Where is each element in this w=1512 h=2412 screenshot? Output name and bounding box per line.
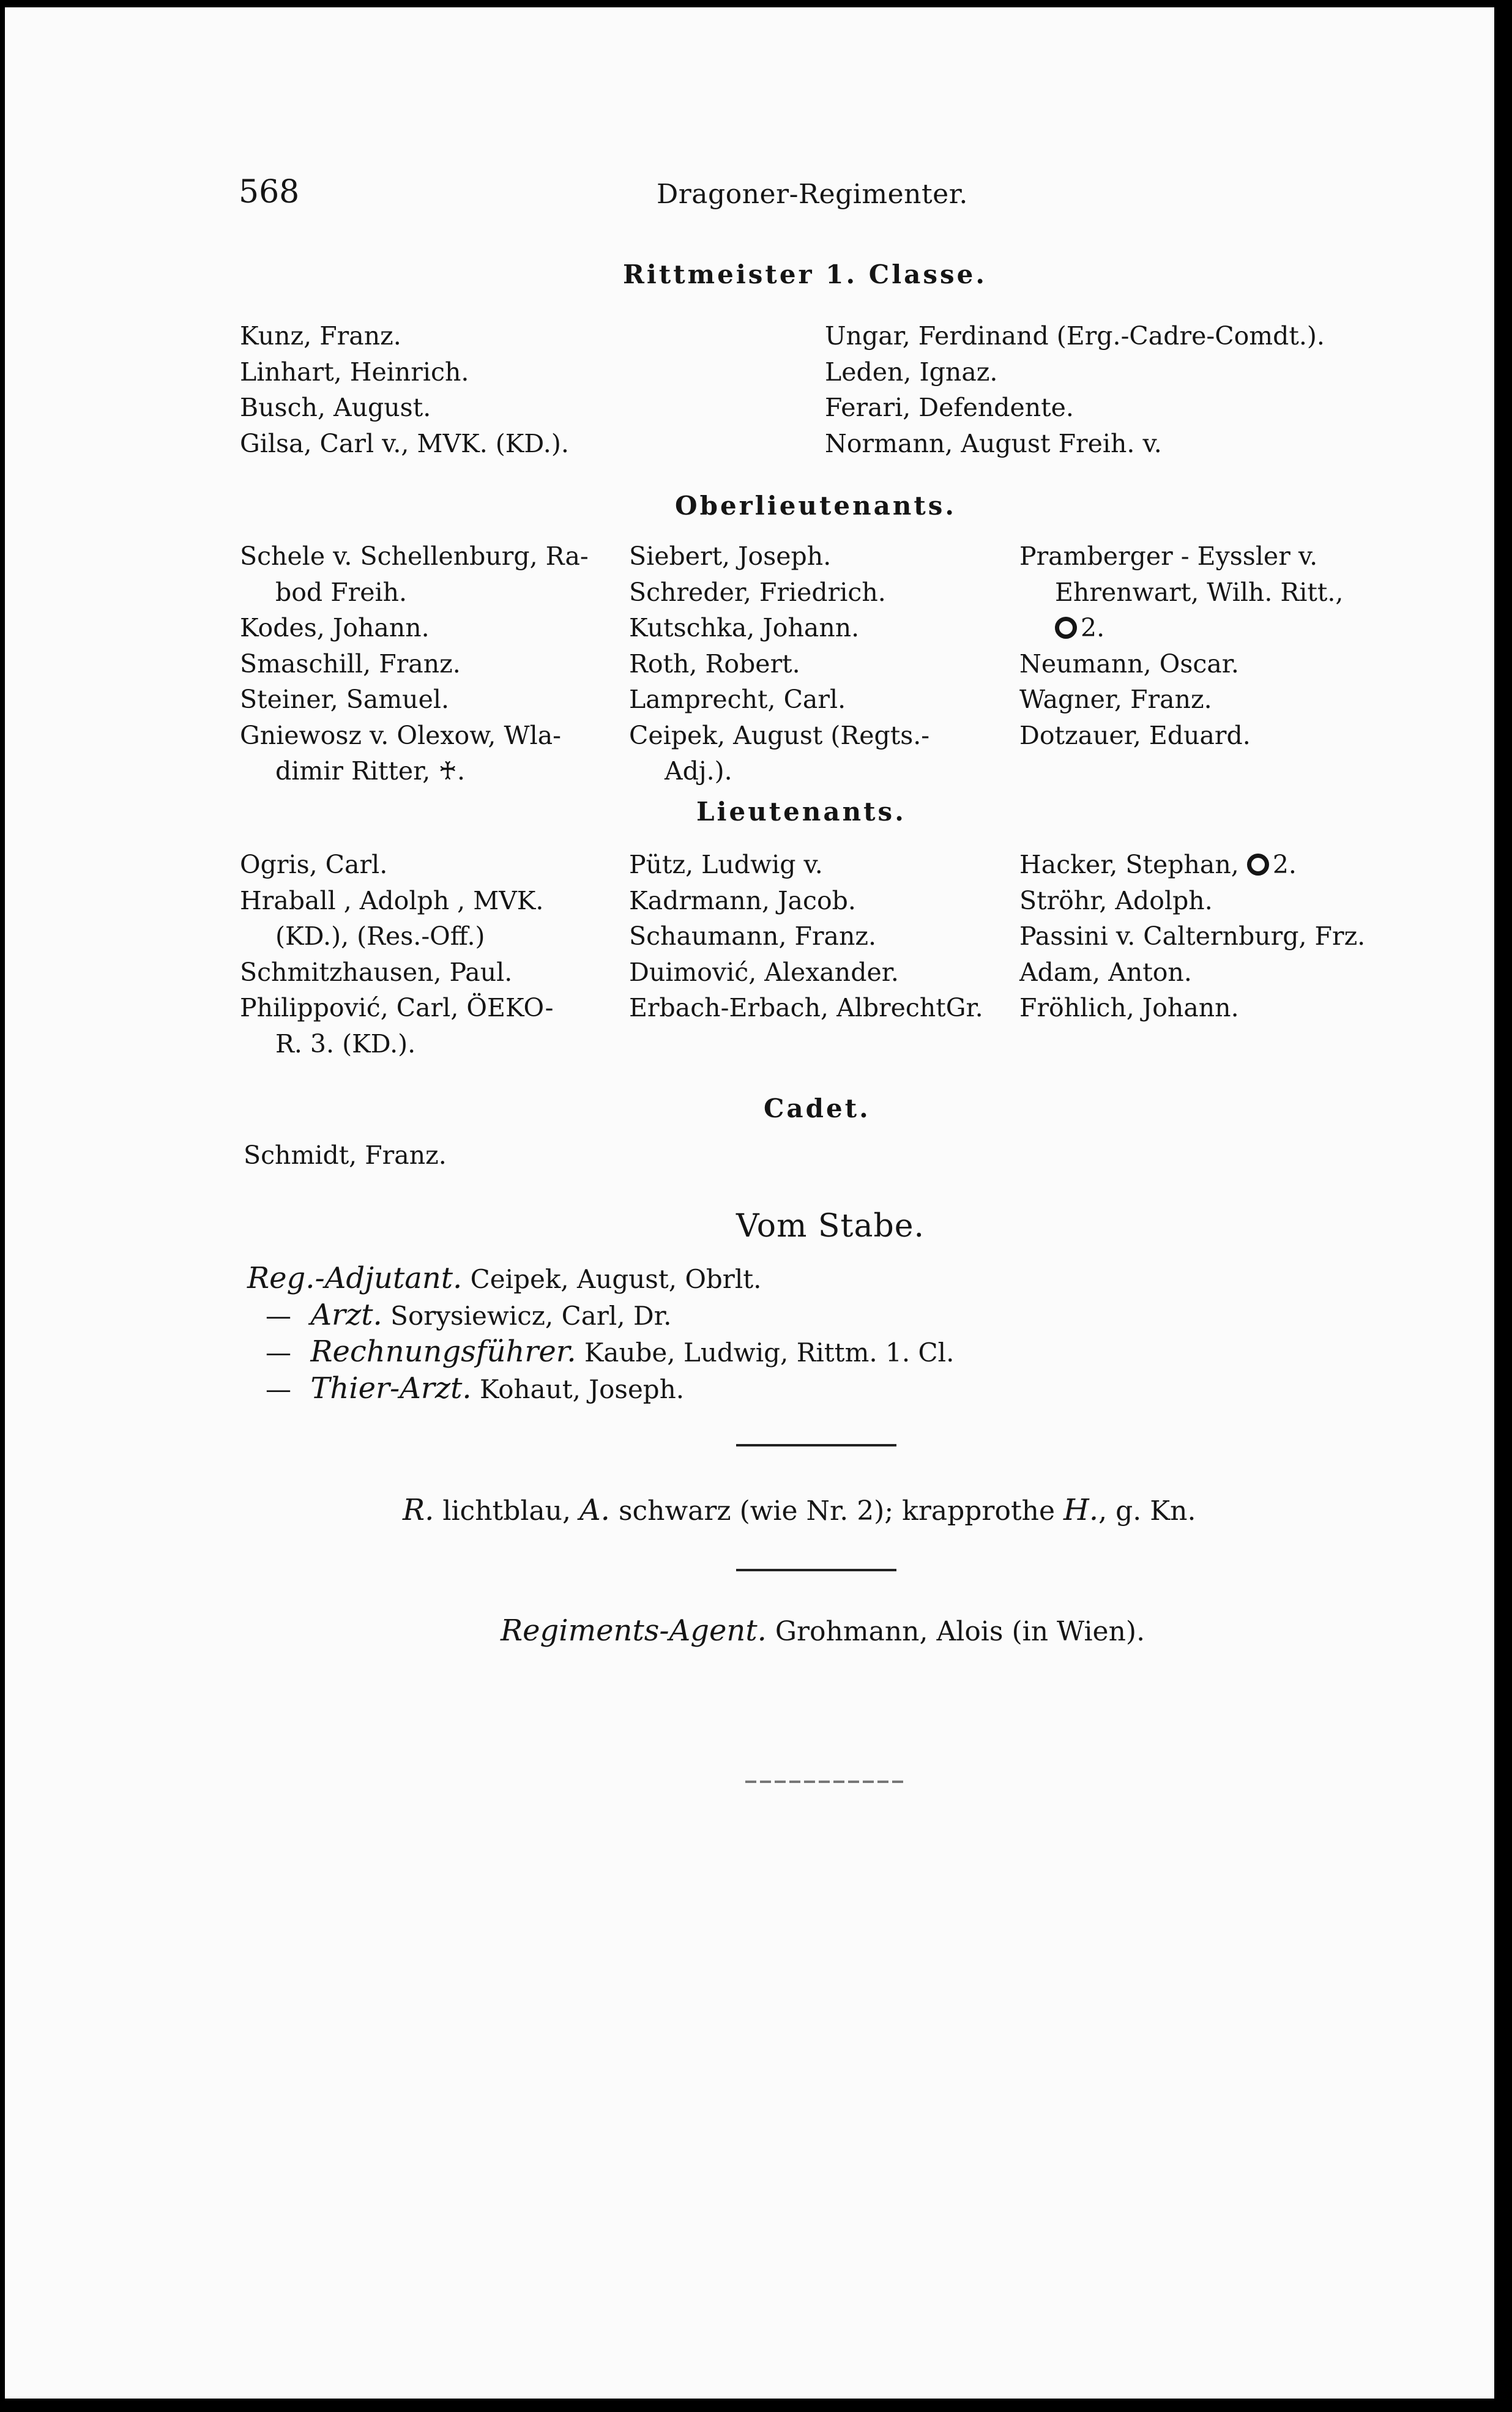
list-item: Adj.). [665,756,732,786]
stab-entry [247,1334,954,1371]
list-item: Ceipek, August (Regts.- [629,720,930,750]
list-item: (KD.), (Res.-Off.) [275,921,485,951]
list-item: Leden, Ignaz. [825,357,998,387]
oberlieutenants-col-1 [240,538,590,789]
stab-name: Sorysiewicz, Carl, Dr. [390,1301,672,1331]
list-item [1019,610,1393,646]
list-item: bod Freih. [275,577,408,607]
rittmeister-left-column [240,318,569,461]
list-item: Schele v. Schellenburg, Ra- [240,542,589,571]
ditto-dash: — [266,1374,291,1404]
list-item: Siebert, Joseph. [629,542,832,571]
stab-role: Arzt. [310,1298,382,1332]
stab-name: Ceipek, August, Obrlt. [470,1264,762,1294]
list-item: Wagner, Franz. [1019,685,1212,714]
uniform-line: R. lichtblau, A. schwarz (wie Nr. 2); krapprothe H., g. Kn. [403,1493,1196,1527]
ring-icon [1247,854,1269,876]
uniform-a-label: A. [579,1493,610,1527]
list-item: Adam, Anton. [1019,957,1192,987]
list-item: Pütz, Ludwig v. [629,850,823,879]
list-item: Erbach-Erbach, AlbrechtGr. [629,993,983,1022]
uniform-h-value: g. Kn. [1115,1495,1196,1527]
list-item: Kutschka, Johann. [629,613,860,642]
list-item: Smaschill, Franz. [240,649,461,679]
stab-list [247,1260,954,1407]
list-item: Steiner, Samuel. [240,685,449,714]
list-item: Linhart, Heinrich. [240,357,469,387]
list-item: Duimović, Alexander. [629,957,899,987]
list-item: Passini v. Calternburg, Frz. [1019,921,1366,951]
stab-entry [247,1371,954,1407]
list-item: Lamprecht, Carl. [629,685,846,714]
list-item: Philippović, Carl, ÖEKO- [240,993,554,1022]
ditto-dash: — [266,1338,291,1368]
stab-role: Thier-Arzt. [310,1371,472,1405]
lieutenants-col-1 [240,847,590,1062]
list-item: Neumann, Oscar. [1019,649,1239,679]
agent-value: Grohmann, Alois (in Wien). [775,1616,1145,1647]
ditto-dash: — [266,1301,291,1331]
list-item: dimir Ritter, ♰. [275,756,466,786]
list-item: Ungar, Ferdinand (Erg.-Cadre-Comdt.). [825,321,1325,351]
lieutenants-col-2 [629,847,996,1026]
decoration-class: 2. [1081,613,1105,642]
ring-icon [1055,617,1077,639]
agent-line [501,1614,1145,1648]
running-head: Dragoner-Regimenter. [657,179,968,210]
divider [736,1569,896,1571]
ornament-rule [745,1781,904,1783]
list-item: Fröhlich, Johann. [1019,993,1239,1022]
lieutenants-col-3 [1019,847,1393,1026]
rittmeister-heading: Rittmeister 1. Classe. [623,259,987,289]
page [5,7,1494,2399]
agent-label: Regiments-Agent. [501,1614,767,1648]
lieutenants-heading: Lieutenants. [696,797,906,827]
uniform-a-value: schwarz (wie Nr. 2); krapprothe [618,1495,1056,1527]
rittmeister-right-column [825,318,1325,461]
stab-entry [247,1260,954,1297]
uniform-r-label: R. [403,1493,434,1527]
page-number: 568 [239,174,300,210]
list-item: Schaumann, Franz. [629,921,877,951]
uniform-h-label: H. [1063,1493,1099,1527]
stab-role: Reg.-Adjutant. [247,1261,463,1295]
list-item: Kunz, Franz. [240,321,401,351]
oberlieutenants-heading: Oberlieutenants. [675,491,957,521]
oberlieutenants-col-2 [629,538,996,789]
list-item: Schreder, Friedrich. [629,577,886,607]
list-item: Hraball , Adolph , MVK. [240,885,544,915]
stab-name: Kohaut, Joseph. [480,1374,685,1404]
cadet-heading: Cadet. [764,1093,871,1123]
list-item-name: Hacker, Stephan, [1019,850,1239,879]
list-item: Roth, Robert. [629,649,800,679]
divider [736,1444,896,1446]
stab-heading: Vom Stabe. [736,1208,925,1245]
stab-entry [247,1297,954,1334]
cadet-name: Schmidt, Franz. [244,1141,447,1170]
list-item: Gniewosz v. Olexow, Wla- [240,720,561,750]
stab-name: Kaube, Ludwig, Rittm. 1. Cl. [584,1338,955,1368]
list-item: Ferari, Defendente. [825,393,1074,422]
list-item: Schmitzhausen, Paul. [240,957,513,987]
list-item: Busch, August. [240,393,431,422]
stab-role: Rechnungsführer. [310,1334,576,1369]
list-item: Ogris, Carl. [240,850,388,879]
oberlieutenants-col-3 [1019,538,1393,753]
list-item: Ehrenwart, Wilh. Ritt., [1055,577,1344,607]
list-item [1019,847,1393,883]
list-item: Kodes, Johann. [240,613,430,642]
uniform-r-value: lichtblau, [442,1495,572,1527]
list-item: Ströhr, Adolph. [1019,885,1213,915]
list-item: Pramberger - Eyssler v. [1019,542,1318,571]
list-item: Gilsa, Carl v., MVK. (KD.). [240,428,569,458]
list-item: Dotzauer, Eduard. [1019,720,1251,750]
decoration-class: 2. [1272,850,1297,879]
list-item: R. 3. (KD.). [275,1029,416,1059]
list-item: Kadrmann, Jacob. [629,885,856,915]
list-item: Normann, August Freih. v. [825,428,1162,458]
